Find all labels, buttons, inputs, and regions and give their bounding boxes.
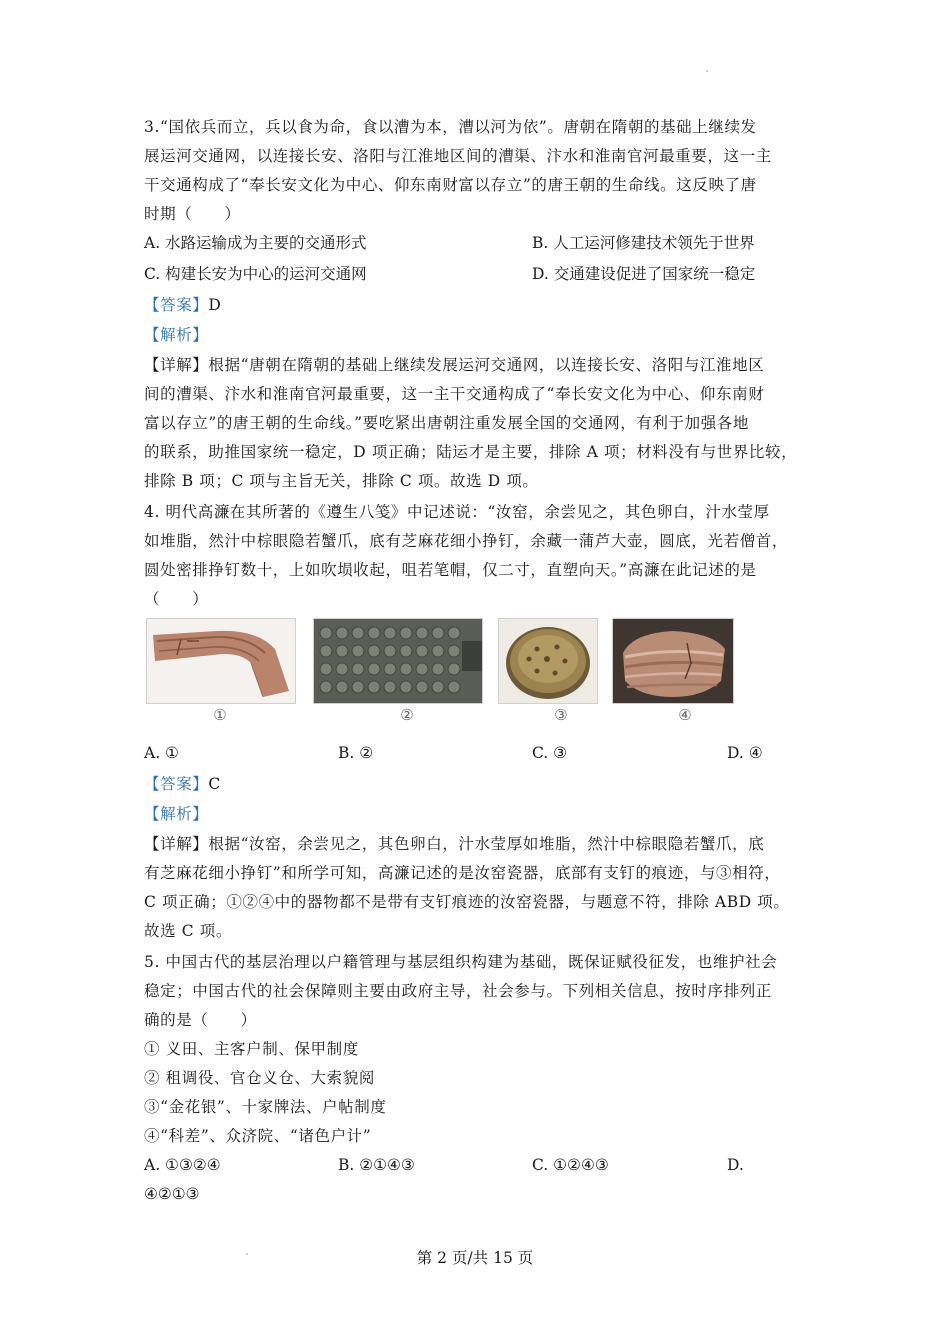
q4-option-c: C. ③ xyxy=(532,744,568,762)
image-label: ④ xyxy=(678,706,692,724)
q4-stem-line: （ ） xyxy=(144,590,209,608)
q3-detail-line xyxy=(144,355,812,375)
q3-detail-line: 间的漕渠、汴水和淮南官河最重要，这一主干交通构成了“奉长安文化为中心、仰东南财 xyxy=(144,385,765,403)
q5-option-b: B. ②①④③ xyxy=(338,1156,415,1174)
answer-tag: 【答案】 xyxy=(144,775,209,793)
q5-item: ③“金花银”、十家牌法、户帖制度 xyxy=(144,1098,387,1116)
q3-stem-line: 展运河交通网，以连接长安、洛阳与江淮地区间的漕渠、汴水和淮南官河最重要，这一主 xyxy=(144,147,772,165)
coin-mold-image xyxy=(313,618,483,704)
q3-option-b: B. 人工运河修建技术领先于世界 xyxy=(532,234,755,252)
q5-option-d: D. xyxy=(727,1156,744,1174)
q5-stem-line: 确的是（ ） xyxy=(144,1011,257,1029)
analysis-tag: 【解析】 xyxy=(144,805,209,823)
scan-dot xyxy=(706,70,708,72)
clay-brick-image xyxy=(146,618,296,704)
q3-detail-line: 排除 B 项；C 项与主旨无关，排除 C 项。故选 D 项。 xyxy=(144,472,539,490)
q4-stem-line: 如堆脂，然汁中棕眼隐若蟹爪，底有芝麻花细小挣钉，余藏一蒲芦大壶，圆底，光若僧首， xyxy=(144,532,789,550)
q5-option-a: A. ①③②④ xyxy=(144,1156,221,1174)
q5-option-c: C. ①②④③ xyxy=(532,1156,609,1174)
q5-stem-line: 5. 中国古代的基层治理以户籍管理与基层组织构建为基础，既保证赋役征发，也维护社会 xyxy=(144,953,778,971)
image-label: ① xyxy=(213,706,227,724)
q5-item: ② 租调役、官仓义仓、大索貌阅 xyxy=(144,1069,375,1087)
q4-detail-line: C 项正确；①②④中的器物都不是带有支钉痕迹的汝窑瓷器，与题意不符，排除 ABD 项。 xyxy=(144,893,790,911)
q4-option-d: D. ④ xyxy=(727,744,763,762)
q4-answer xyxy=(144,774,812,794)
q5-option-d-continued: ④②①③ xyxy=(144,1185,200,1203)
q3-option-a: A. 水路运输成为主要的交通形式 xyxy=(144,234,367,252)
detail-tag: 【详解】 xyxy=(144,356,209,374)
q5-item: ① 义田、主客户制、保甲制度 xyxy=(144,1040,359,1058)
q4-detail-text: 根据“汝窑，余尝见之，其色卵白，汁水莹厚如堆脂，然汁中棕眼隐若蟹爪，底 xyxy=(208,835,765,853)
answer-tag: 【答案】 xyxy=(144,296,209,314)
q4-stem-line: 圆处密排挣钉数十，上如吹埙收起，咀若笔帽，仅二寸，直塑向天。”高濂在此记述的是 xyxy=(144,561,757,579)
image-label: ③ xyxy=(554,706,568,724)
q4-stem-line: 4. 明代高濂在其所著的《遵生八笺》中记述说：“汝窑，余尝见之，其色卵白，汁水莹厚 xyxy=(144,503,770,521)
page-footer: 第 2 页/共 15 页 xyxy=(416,1249,534,1267)
q3-option-c: C. 构建长安为中心的运河交通网 xyxy=(144,265,367,283)
q4-detail-line: 有芝麻花细小挣钉”和所学可知，高濂记述的是汝窑瓷器，底部有支钉的痕迹，与③相符， xyxy=(144,864,781,882)
q4-analysis xyxy=(144,804,812,824)
q4-detail-line: 故选 C 项。 xyxy=(144,922,232,940)
ceramic-base-image xyxy=(498,618,598,704)
analysis-tag: 【解析】 xyxy=(144,326,209,344)
q3-detail-line: 的联系，助推国家统一稳定，D 项正确；陆运才是主要，排除 A 项；材料没有与世界比较， xyxy=(144,443,798,461)
q4-detail-line xyxy=(144,834,812,854)
q4-option-a: A. ① xyxy=(144,744,179,762)
q3-stem-line: 干交通构成了“奉长安文化为中心、仰东南财富以存立”的唐王朝的生命线。这反映了唐 xyxy=(144,176,757,194)
q3-analysis xyxy=(144,325,812,345)
q4-option-b: B. ② xyxy=(338,744,374,762)
q3-option-d: D. 交通建设促进了国家统一稳定 xyxy=(532,265,756,283)
detail-tag: 【详解】 xyxy=(144,835,209,853)
q5-item: ④“科差”、众济院、“诸色户计” xyxy=(144,1127,372,1145)
pottery-fragment-image xyxy=(612,618,734,704)
q3-detail-line: 富以存立”的唐王朝的生命线。”要吃紧出唐朝注重发展全国的交通网，有利于加强各地 xyxy=(144,414,750,432)
q3-stem-line: 时期（ ） xyxy=(144,205,241,223)
q3-answer-value: D xyxy=(208,296,222,314)
image-label: ② xyxy=(400,706,414,724)
q3-detail-text: 根据“唐朝在隋朝的基础上继续发展运河交通网，以连接长安、洛阳与江淮地区 xyxy=(208,356,765,374)
q3-stem-line: 3.“国依兵而立，兵以食为命，食以漕为本，漕以河为依”。唐朝在隋朝的基础上继续发 xyxy=(144,118,757,136)
q4-answer-value: C xyxy=(208,775,221,793)
q3-answer xyxy=(144,295,812,315)
q5-stem-line: 稳定；中国古代的社会保障则主要由政府主导，社会参与。下列相关信息，按时序排列正 xyxy=(144,982,772,1000)
